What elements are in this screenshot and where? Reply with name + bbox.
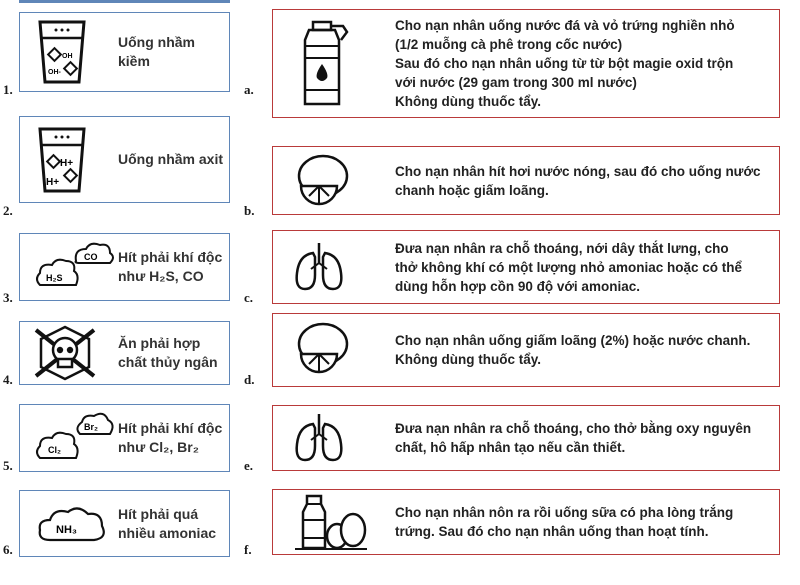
letter-e: e. xyxy=(244,458,254,473)
left-item-5 xyxy=(19,404,230,472)
top-rule xyxy=(19,0,230,3)
text-line: Đưa nạn nhân ra chỗ thoáng, nới dây thắt lưng, cho xyxy=(395,240,729,256)
oh-label: OH xyxy=(62,53,73,60)
text-line: Sau đó cho nạn nhân uống từ từ bột magie oxid trộn xyxy=(395,56,734,71)
gas-cloud-nh3-icon xyxy=(34,491,110,556)
left-label-1: Uống nhầm kiềm xyxy=(118,34,195,69)
br2-label: Br₂ xyxy=(84,422,99,432)
number-4: 4. xyxy=(3,372,13,387)
text-line: chất, hô hấp nhân tạo nếu cần thiết. xyxy=(395,440,626,455)
right-item-d xyxy=(272,313,780,387)
text-line: Cho nạn nhân uống giấm loãng (2%) hoặc nước chanh. xyxy=(395,333,751,348)
text-line: Không dùng thuốc tẩy. xyxy=(395,352,541,367)
lemon-icon xyxy=(291,147,351,214)
number-5: 5. xyxy=(3,458,13,473)
lungs-icon xyxy=(291,231,347,303)
right-item-b xyxy=(272,146,780,215)
right-text-a xyxy=(395,10,771,117)
left-label-4: Ăn phải hợp chất thủy ngân xyxy=(118,335,218,370)
number-1: 1. xyxy=(3,82,13,97)
letter-a: a. xyxy=(244,82,254,97)
text-line: thở không khí có một lượng nhỏ amoniac hoặc có thể xyxy=(395,259,742,275)
text-line: trứng. Sau đó cho nạn nhân uống than hoạt tính. xyxy=(395,524,709,539)
h-plus-label-b: H+ xyxy=(46,176,60,188)
lemon-icon xyxy=(291,314,351,386)
cl2-label: Cl₂ xyxy=(48,445,61,455)
right-item-a xyxy=(272,9,780,118)
left-label-3: Hít phải khí độc như H₂S, CO xyxy=(118,249,223,284)
left-item-6 xyxy=(19,490,230,557)
text-line: dùng hỗn hợp cồn 90 độ với amoniac. xyxy=(395,278,640,294)
text-line: với nước (29 gam trong 300 ml nước) xyxy=(395,75,637,90)
text-line: Cho nạn nhân hít hơi nước nóng, sau đó cho uống nước xyxy=(395,163,761,179)
left-item-2 xyxy=(19,116,230,203)
text-line: Đưa nạn nhân ra chỗ thoáng, cho thở bằng oxy nguyên xyxy=(395,421,752,436)
right-item-e xyxy=(272,405,780,471)
co-label: CO xyxy=(84,252,98,262)
oh-neg-label: OH- xyxy=(48,69,61,76)
left-item-1 xyxy=(19,12,230,92)
number-2: 2. xyxy=(3,203,13,218)
left-label-2: Uống nhầm axit xyxy=(118,151,224,167)
beaker-oh-icon xyxy=(34,13,90,91)
right-text-e xyxy=(395,406,771,470)
gas-clouds-cl2-br2-icon xyxy=(34,405,116,471)
right-item-f xyxy=(272,489,780,555)
h2s-label: H₂S xyxy=(46,273,63,283)
text-line: chanh hoặc giấm loãng. xyxy=(395,182,549,198)
text-line: Cho nạn nhân nôn ra rồi uống sữa có pha lòng trắng xyxy=(395,505,734,520)
left-item-3 xyxy=(19,233,230,301)
letter-b: b. xyxy=(244,203,255,218)
left-item-4 xyxy=(19,321,230,385)
right-text-c xyxy=(395,231,771,303)
text-line: Không dùng thuốc tẩy. xyxy=(395,94,541,109)
left-label-5: Hít phải khí độc như Cl₂, Br₂ xyxy=(118,420,223,455)
number-3: 3. xyxy=(3,290,13,305)
right-item-c xyxy=(272,230,780,304)
text-line: (1/2 muỗng cà phê trong cốc nước) xyxy=(395,37,623,52)
skull-hazard-icon xyxy=(34,322,96,384)
beaker-h-icon xyxy=(34,117,90,202)
lungs-icon xyxy=(291,406,347,470)
number-6: 6. xyxy=(3,542,13,557)
gas-clouds-h2s-co-icon xyxy=(34,234,116,300)
left-label-6: Hít phải quá nhiều amoniac xyxy=(118,505,217,541)
right-text-f xyxy=(395,490,771,554)
right-text-d xyxy=(395,314,771,386)
right-text-b xyxy=(395,147,771,214)
letter-c: c. xyxy=(244,290,254,305)
nh3-label: NH₃ xyxy=(56,523,77,536)
milk-eggs-icon xyxy=(291,490,371,554)
water-bottle-icon xyxy=(291,10,355,117)
letter-f: f. xyxy=(244,542,252,557)
h-plus-label-a: H+ xyxy=(60,157,74,169)
letter-d: d. xyxy=(244,372,255,387)
text-line: Cho nạn nhân uống nước đá và vỏ trứng nghiền nhỏ xyxy=(395,18,735,33)
